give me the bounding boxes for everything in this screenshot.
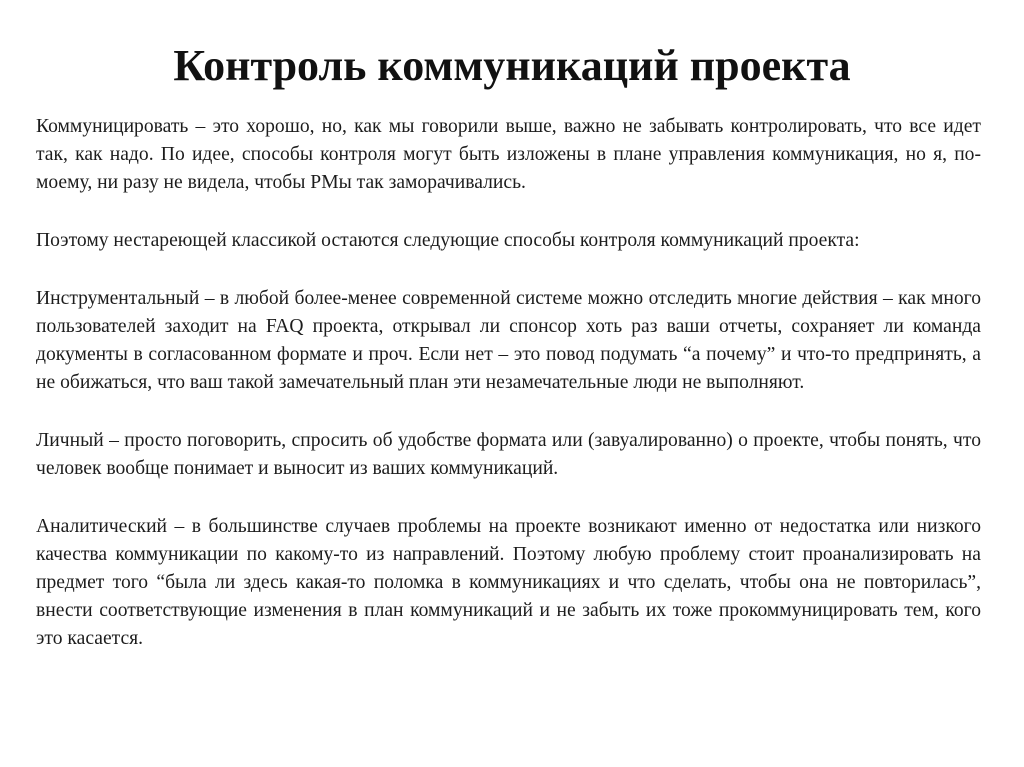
slide-title: Контроль коммуникаций проекта [173,41,851,90]
slide-body [36,113,981,683]
paragraph-intro: Коммуницировать – это хорошо, но, как мы говорили выше, важно не забывать контролировать, что все идет так, как надо. По идее, способы контроля могут быть изложены в плане управления коммуникация, но я, по-моему, ни разу не видела, чтобы РМы так заморачивались. [36,116,981,193]
paragraph-instrumental: Инструментальный – в любой более-менее современной системе можно отследить многие действия – как много пользователей заходит на FAQ проекта, открывал ли спонсор хоть раз ваши отчеты, сохраняет ли команда документы в согласованном формате и проч. Если нет – это повод подумать “а почему” и что-то предпринять, а не обижаться, что ваш такой замечательный план эти незамечательные люди не выполняют. [36,288,981,393]
paragraph-personal: Личный – просто поговорить, спросить об удобстве формата или (завуалированно) о проекте, чтобы понять, что человек вообще понимает и выносит из ваших коммуникаций. [36,430,981,479]
paragraph-analytical: Аналитический – в большинстве случаев проблемы на проекте возникают именно от недостатка или низкого качества коммуникации по какому-то из направлений. Поэтому любую проблему стоит проанализировать на предмет того “была ли здесь какая-то поломка в коммуникациях и что сделать, чтобы она не повторилась”, внести соответствующие изменения в план коммуникаций и не забыть их тоже прокоммуницировать тем, кого это касается. [36,516,981,649]
paragraph-methods-lead: Поэтому нестареющей классикой остаются следующие способы контроля коммуникаций проекта: [36,230,860,251]
